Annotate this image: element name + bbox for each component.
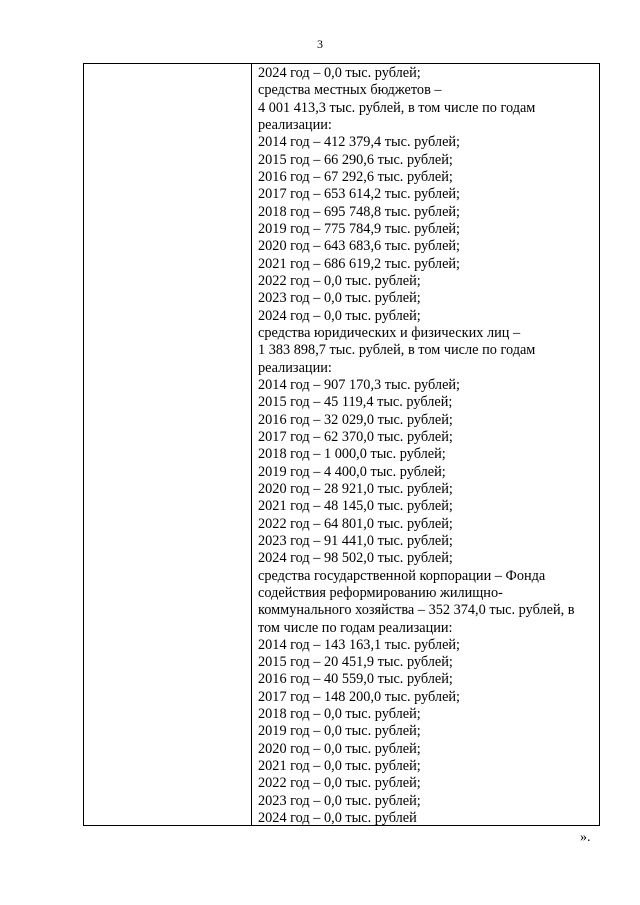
table-right-cell bbox=[252, 64, 601, 825]
text-line: 2022 год – 0,0 тыс. рублей; bbox=[258, 775, 421, 792]
funding-table bbox=[83, 63, 600, 826]
text-line: 2019 год – 775 784,9 тыс. рублей; bbox=[258, 220, 461, 237]
text-line: средства юридических и физических лиц – bbox=[258, 324, 521, 341]
text-line: содействия реформированию жилищно- bbox=[258, 584, 503, 601]
text-line: 2017 год – 148 200,0 тыс. рублей; bbox=[258, 688, 461, 705]
text-line: 2022 год – 64 801,0 тыс. рублей; bbox=[258, 515, 453, 532]
text-line: 2019 год – 4 400,0 тыс. рублей; bbox=[258, 463, 446, 480]
text-line: коммунального хозяйства – 352 374,0 тыс. рублей, в bbox=[258, 602, 575, 619]
text-line: 2024 год – 0,0 тыс. рублей; bbox=[258, 307, 421, 324]
text-line: 2021 год – 0,0 тыс. рублей; bbox=[258, 758, 421, 775]
page-number: 3 bbox=[317, 37, 323, 51]
text-line: реализации: bbox=[258, 116, 332, 133]
text-line: 2016 год – 67 292,6 тыс. рублей; bbox=[258, 168, 453, 185]
text-line: 2015 год – 45 119,4 тыс. рублей; bbox=[258, 394, 453, 411]
table-left-cell bbox=[84, 64, 252, 825]
text-line: средства государственной корпорации – Фонда bbox=[258, 567, 546, 584]
text-line: 2015 год – 66 290,6 тыс. рублей; bbox=[258, 151, 453, 168]
text-line: 2020 год – 643 683,6 тыс. рублей; bbox=[258, 238, 461, 255]
text-line: 2020 год – 0,0 тыс. рублей; bbox=[258, 740, 421, 757]
text-line: 2016 год – 32 029,0 тыс. рублей; bbox=[258, 411, 453, 428]
text-line: реализации: bbox=[258, 359, 332, 376]
text-line: 2024 год – 98 502,0 тыс. рублей; bbox=[258, 550, 453, 567]
closing-quote-mark: ». bbox=[580, 830, 591, 845]
text-line: 2014 год – 412 379,4 тыс. рублей; bbox=[258, 134, 461, 151]
text-line: 1 383 898,7 тыс. рублей, в том числе по годам bbox=[258, 342, 536, 359]
text-line: 2018 год – 695 748,8 тыс. рублей; bbox=[258, 203, 461, 220]
text-line: 2023 год – 0,0 тыс. рублей; bbox=[258, 290, 421, 307]
text-line: 2024 год – 0,0 тыс. рублей; bbox=[258, 65, 421, 81]
text-line: 2021 год – 686 619,2 тыс. рублей; bbox=[258, 255, 461, 272]
text-line: 2015 год – 20 451,9 тыс. рублей; bbox=[258, 654, 453, 671]
text-line: 2017 год – 62 370,0 тыс. рублей; bbox=[258, 428, 453, 445]
text-line: 2018 год – 1 000,0 тыс. рублей; bbox=[258, 446, 446, 463]
text-line: 2018 год – 0,0 тыс. рублей; bbox=[258, 706, 421, 723]
text-line: 2016 год – 40 559,0 тыс. рублей; bbox=[258, 671, 453, 688]
text-line: 2014 год – 143 163,1 тыс. рублей; bbox=[258, 636, 461, 653]
text-line: 2014 год – 907 170,3 тыс. рублей; bbox=[258, 376, 461, 393]
text-line: 2024 год – 0,0 тыс. рублей bbox=[258, 810, 417, 827]
text-line: средства местных бюджетов – bbox=[258, 82, 442, 99]
text-line: 2023 год – 0,0 тыс. рублей; bbox=[258, 792, 421, 809]
text-line: 2019 год – 0,0 тыс. рублей; bbox=[258, 723, 421, 740]
text-line: 2023 год – 91 441,0 тыс. рублей; bbox=[258, 532, 453, 549]
text-line: 2017 год – 653 614,2 тыс. рублей; bbox=[258, 186, 461, 203]
text-line: том числе по годам реализации: bbox=[258, 619, 453, 636]
text-line: 2021 год – 48 145,0 тыс. рублей; bbox=[258, 498, 453, 515]
text-line: 2022 год – 0,0 тыс. рублей; bbox=[258, 272, 421, 289]
text-line: 4 001 413,3 тыс. рублей, в том числе по годам bbox=[258, 99, 536, 116]
text-line: 2020 год – 28 921,0 тыс. рублей; bbox=[258, 480, 453, 497]
